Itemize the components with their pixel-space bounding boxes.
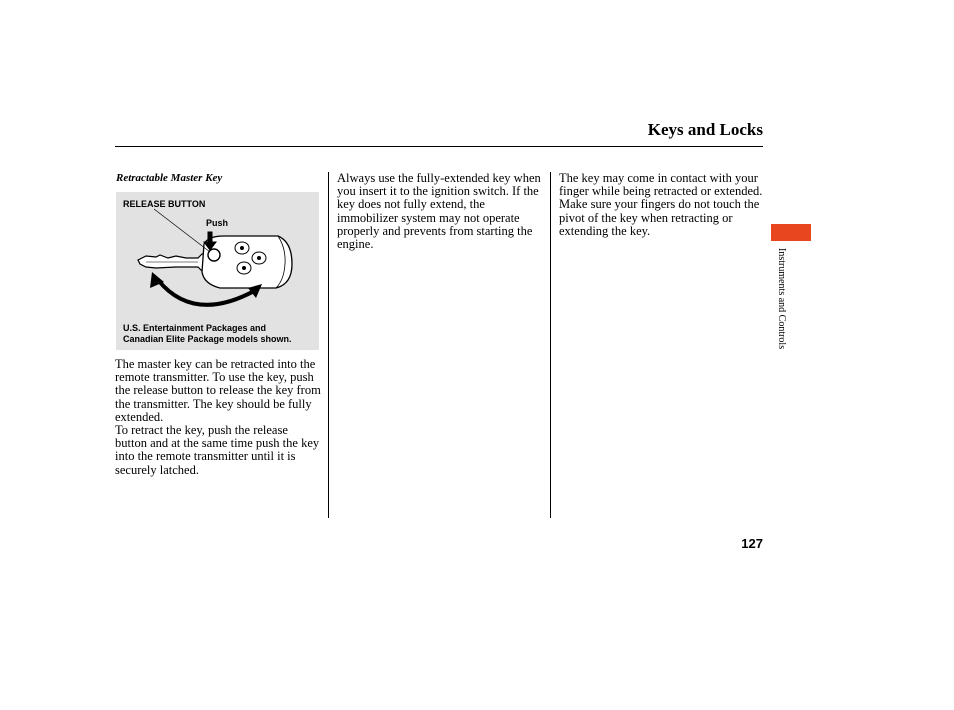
key-blade bbox=[138, 254, 208, 271]
push-label: Push bbox=[206, 218, 229, 228]
section-tab bbox=[771, 224, 811, 241]
page-number: 127 bbox=[741, 536, 763, 551]
release-button-leader bbox=[154, 209, 210, 252]
header-rule bbox=[115, 146, 763, 147]
release-button-label: RELEASE BUTTON bbox=[123, 199, 206, 209]
section-heading: Retractable Master Key bbox=[116, 172, 223, 184]
release-button bbox=[208, 249, 220, 261]
column-divider bbox=[328, 172, 329, 518]
figure-caption-line1: U.S. Entertainment Packages and bbox=[123, 323, 267, 333]
side-section-label: Instruments and Controls bbox=[776, 248, 787, 350]
paragraph: To retract the key, push the release button and at the same time push the key into the remote transmitter until it is securely latched. bbox=[115, 423, 320, 477]
column-divider bbox=[550, 172, 551, 518]
paragraph: Always use the fully-extended key when you insert it to the ignition switch. If the key does not fully extend, the immobilizer system may not operate properly and prevents from starting the engine. bbox=[337, 171, 541, 252]
column-1-text bbox=[115, 358, 321, 477]
key-figure bbox=[116, 192, 319, 350]
page-title: Keys and Locks bbox=[647, 120, 763, 139]
figure-caption-line2: Canadian Elite Package models shown. bbox=[123, 334, 292, 344]
paragraph: The master key can be retracted into the remote transmitter. To use the key, push the release button to release the key from the transmitter. The key should be fully extended. bbox=[115, 357, 321, 424]
column-3-text bbox=[559, 172, 765, 238]
paragraph: The key may come in contact with your finger while being retracted or extended. Make sure your fingers do not touch the pivot of the key when retracting or extending the key. bbox=[559, 171, 763, 238]
column-2-text bbox=[337, 172, 541, 251]
